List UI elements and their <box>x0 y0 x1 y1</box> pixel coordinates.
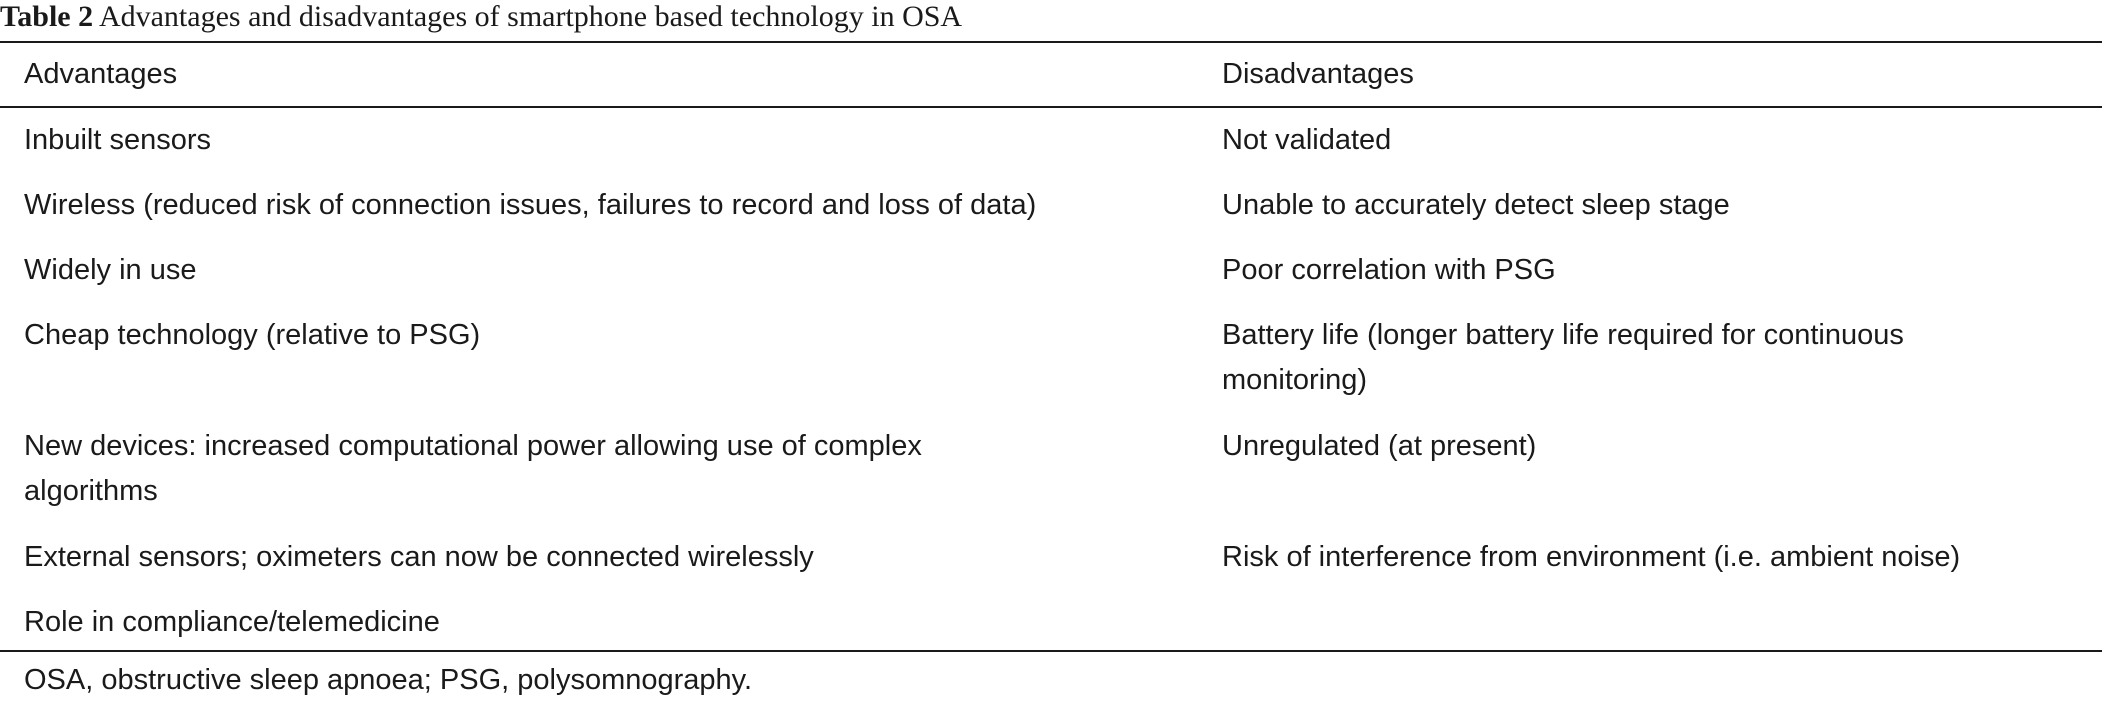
advantage-cell: Role in compliance/telemedicine <box>24 606 440 638</box>
advantage-cell: Wireless (reduced risk of connection issues, failures to record and loss of data) <box>24 189 1037 221</box>
advantage-cell: External sensors; oximeters can now be connected wirelessly <box>24 541 814 573</box>
disadvantage-cell-continued: monitoring) <box>1222 364 1368 396</box>
advantage-cell: Inbuilt sensors <box>24 124 211 156</box>
advantage-cell: New devices: increased computational power allowing use of complex <box>24 430 922 462</box>
disadvantage-cell: Unregulated (at present) <box>1222 430 1537 462</box>
advantage-cell-continued: algorithms <box>24 475 158 507</box>
column-header-advantages: Advantages <box>24 58 178 90</box>
disadvantage-cell: Battery life (longer battery life required for continuous <box>1222 319 1904 351</box>
disadvantage-cell: Unable to accurately detect sleep stage <box>1222 189 1730 221</box>
bottom-rule <box>0 650 2102 652</box>
header-rule <box>0 106 2102 108</box>
top-rule <box>0 41 2102 43</box>
table-caption <box>0 0 962 38</box>
disadvantage-cell: Poor correlation with PSG <box>1222 254 1556 286</box>
table-title: Advantages and disadvantages of smartphone based technology in OSA <box>98 0 963 33</box>
column-header-disadvantages: Disadvantages <box>1222 58 1414 90</box>
table-number: Table 2 <box>0 0 94 33</box>
disadvantage-cell: Risk of interference from environment (i.e. ambient noise) <box>1222 541 1961 573</box>
table-footnote: OSA, obstructive sleep apnoea; PSG, polysomnography. <box>24 664 753 696</box>
advantage-cell: Cheap technology (relative to PSG) <box>24 319 481 351</box>
disadvantage-cell: Not validated <box>1222 124 1392 156</box>
advantage-cell: Widely in use <box>24 254 197 286</box>
